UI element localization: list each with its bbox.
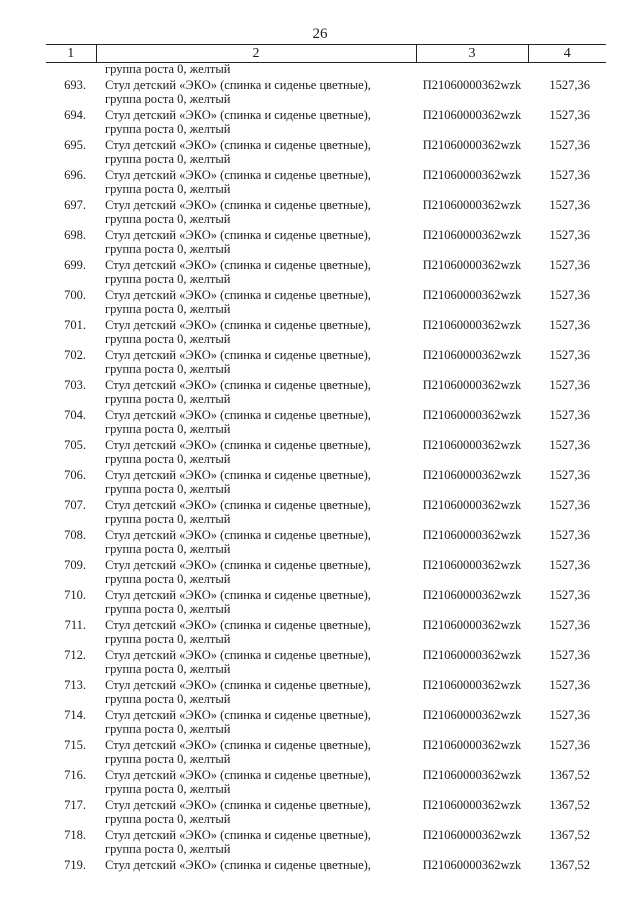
table-row	[46, 466, 606, 496]
row-number: 701.	[64, 318, 86, 332]
row-name-line1: Стул детский «ЭКО» (спинка и сиденье цветные),	[105, 78, 371, 92]
row-price: 1527,36	[549, 438, 590, 452]
row-code: П21060000362wzk	[422, 498, 522, 512]
row-name	[96, 196, 416, 226]
row-name-line1: Стул детский «ЭКО» (спинка и сиденье цветные),	[105, 498, 371, 512]
table-row	[46, 226, 606, 256]
row-name-line1: Стул детский «ЭКО» (спинка и сиденье цветные),	[105, 618, 371, 632]
row-code: П21060000362wzk	[422, 768, 522, 782]
row-number: 718.	[64, 828, 86, 842]
row-name-line1: Стул детский «ЭКО» (спинка и сиденье цветные),	[105, 558, 371, 572]
row-name	[96, 286, 416, 316]
row-number: 708.	[64, 528, 86, 542]
row-name-line1: Стул детский «ЭКО» (спинка и сиденье цветные),	[105, 168, 371, 182]
table-row	[46, 616, 606, 646]
row-number: 695.	[64, 138, 86, 152]
row-code: П21060000362wzk	[422, 438, 522, 452]
row-name	[96, 856, 416, 875]
row-name-line1: Стул детский «ЭКО» (спинка и сиденье цветные),	[105, 348, 371, 362]
table-row	[46, 496, 606, 526]
row-number: 697.	[64, 198, 86, 212]
row-code: П21060000362wzk	[422, 78, 522, 92]
row-name-line1: Стул детский «ЭКО» (спинка и сиденье цветные),	[105, 288, 371, 302]
row-number: 693.	[64, 78, 86, 92]
row-name-line2: группа роста 0, желтый	[105, 572, 231, 586]
row-name	[96, 766, 416, 796]
table-row	[46, 316, 606, 346]
row-code: П21060000362wzk	[422, 558, 522, 572]
row-code: П21060000362wzk	[422, 318, 522, 332]
row-name-line2: группа роста 0, желтый	[105, 152, 231, 166]
row-code: П21060000362wzk	[422, 378, 522, 392]
table-row	[46, 586, 606, 616]
row-price: 1527,36	[549, 588, 590, 602]
row-code: П21060000362wzk	[422, 828, 522, 842]
row-name-line1: Стул детский «ЭКО» (спинка и сиденье цветные),	[105, 768, 371, 782]
table-row	[46, 526, 606, 556]
row-name	[96, 706, 416, 736]
row-name-line2: группа роста 0, желтый	[105, 392, 231, 406]
row-name	[96, 376, 416, 406]
row-name	[96, 586, 416, 616]
row-name	[96, 346, 416, 376]
row-code: П21060000362wzk	[422, 858, 522, 872]
row-name	[96, 256, 416, 286]
row-number: 717.	[64, 798, 86, 812]
row-name-line1: Стул детский «ЭКО» (спинка и сиденье цветные),	[105, 108, 371, 122]
row-code: П21060000362wzk	[422, 198, 522, 212]
row-name-line1: Стул детский «ЭКО» (спинка и сиденье цветные),	[105, 858, 371, 872]
row-name-line2: группа роста 0, желтый	[105, 182, 231, 196]
row-number: 715.	[64, 738, 86, 752]
table-row	[46, 196, 606, 226]
row-name	[96, 466, 416, 496]
table-row	[46, 76, 606, 106]
column-header-2: 2	[96, 45, 416, 63]
row-number: 694.	[64, 108, 86, 122]
row-name	[96, 406, 416, 436]
row-name-line2: группа роста 0, желтый	[105, 632, 231, 646]
row-name-line1: Стул детский «ЭКО» (спинка и сиденье цветные),	[105, 468, 371, 482]
row-code: П21060000362wzk	[422, 348, 522, 362]
row-name-line2: группа роста 0, желтый	[105, 122, 231, 136]
table-row	[46, 556, 606, 586]
row-price: 1527,36	[549, 168, 590, 182]
row-price: 1527,36	[549, 198, 590, 212]
row-name-line2: группа роста 0, желтый	[105, 362, 231, 376]
row-price: 1527,36	[549, 408, 590, 422]
row-price: 1367,52	[549, 768, 590, 782]
row-number: 713.	[64, 678, 86, 692]
row-price: 1527,36	[549, 708, 590, 722]
row-name-line1: Стул детский «ЭКО» (спинка и сиденье цветные),	[105, 228, 371, 242]
items-table	[46, 44, 606, 875]
row-name-line1: Стул детский «ЭКО» (спинка и сиденье цветные),	[105, 408, 371, 422]
row-number: 710.	[64, 588, 86, 602]
row-code: П21060000362wzk	[422, 618, 522, 632]
row-name-line1: Стул детский «ЭКО» (спинка и сиденье цветные),	[105, 438, 371, 452]
column-header-1: 1	[46, 45, 96, 63]
row-number: 707.	[64, 498, 86, 512]
row-name	[96, 676, 416, 706]
row-name-line2: группа роста 0, желтый	[105, 212, 231, 226]
row-price: 1527,36	[549, 678, 590, 692]
row-name	[96, 166, 416, 196]
row-number: 704.	[64, 408, 86, 422]
row-number: 711.	[64, 618, 86, 632]
row-number: 700.	[64, 288, 86, 302]
row-code: П21060000362wzk	[422, 528, 522, 542]
table-row	[46, 106, 606, 136]
row-code: П21060000362wzk	[422, 408, 522, 422]
row-name-line2: группа роста 0, желтый	[105, 272, 231, 286]
row-number: 702.	[64, 348, 86, 362]
table-row	[46, 766, 606, 796]
table-row	[46, 376, 606, 406]
row-name-line1: Стул детский «ЭКО» (спинка и сиденье цветные),	[105, 828, 371, 842]
row-name-line2: группа роста 0, желтый	[105, 692, 231, 706]
row-name-line2: группа роста 0, желтый	[105, 782, 231, 796]
row-name-line2: группа роста 0, желтый	[105, 542, 231, 556]
row-name-line2: группа роста 0, желтый	[105, 242, 231, 256]
continuation-row	[46, 63, 606, 77]
row-number: 699.	[64, 258, 86, 272]
row-number: 696.	[64, 168, 86, 182]
row-name	[96, 736, 416, 766]
row-number: 714.	[64, 708, 86, 722]
row-name-line2: группа роста 0, желтый	[105, 332, 231, 346]
row-code: П21060000362wzk	[422, 648, 522, 662]
row-price: 1527,36	[549, 318, 590, 332]
row-name	[96, 226, 416, 256]
row-name	[96, 436, 416, 466]
row-price: 1367,52	[549, 858, 590, 872]
table-row	[46, 256, 606, 286]
row-price: 1527,36	[549, 258, 590, 272]
row-price: 1527,36	[549, 348, 590, 362]
row-name	[96, 796, 416, 826]
table-row	[46, 406, 606, 436]
row-price: 1527,36	[549, 528, 590, 542]
row-number: 706.	[64, 468, 86, 482]
table-row	[46, 286, 606, 316]
row-name-line1: Стул детский «ЭКО» (спинка и сиденье цветные),	[105, 138, 371, 152]
row-name	[96, 556, 416, 586]
row-price: 1527,36	[549, 138, 590, 152]
row-code: П21060000362wzk	[422, 288, 522, 302]
row-code: П21060000362wzk	[422, 258, 522, 272]
row-price: 1527,36	[549, 378, 590, 392]
row-price: 1527,36	[549, 468, 590, 482]
row-name	[96, 826, 416, 856]
row-price: 1527,36	[549, 498, 590, 512]
row-code: П21060000362wzk	[422, 228, 522, 242]
table-row	[46, 346, 606, 376]
row-name-line2: группа роста 0, желтый	[105, 512, 231, 526]
row-code: П21060000362wzk	[422, 798, 522, 812]
row-price: 1527,36	[549, 738, 590, 752]
row-code: П21060000362wzk	[422, 678, 522, 692]
row-price: 1527,36	[549, 78, 590, 92]
row-code: П21060000362wzk	[422, 708, 522, 722]
row-number: 703.	[64, 378, 86, 392]
row-code: П21060000362wzk	[422, 588, 522, 602]
row-name-line1: Стул детский «ЭКО» (спинка и сиденье цветные),	[105, 738, 371, 752]
table-row	[46, 796, 606, 826]
row-name-line1: Стул детский «ЭКО» (спинка и сиденье цветные),	[105, 318, 371, 332]
row-price: 1527,36	[549, 228, 590, 242]
table-row	[46, 166, 606, 196]
row-code: П21060000362wzk	[422, 108, 522, 122]
row-number: 709.	[64, 558, 86, 572]
row-name-line1: Стул детский «ЭКО» (спинка и сиденье цветные),	[105, 258, 371, 272]
row-name-line2: группа роста 0, желтый	[105, 602, 231, 616]
row-name-line2: группа роста 0, желтый	[105, 482, 231, 496]
row-name-line1: Стул детский «ЭКО» (спинка и сиденье цветные),	[105, 648, 371, 662]
table-row	[46, 136, 606, 166]
row-name	[96, 76, 416, 106]
row-name-line1: Стул детский «ЭКО» (спинка и сиденье цветные),	[105, 528, 371, 542]
row-code: П21060000362wzk	[422, 738, 522, 752]
row-name	[96, 316, 416, 346]
row-name-line1: Стул детский «ЭКО» (спинка и сиденье цветные),	[105, 678, 371, 692]
table-body	[46, 63, 606, 876]
row-name-line2: группа роста 0, желтый	[105, 662, 231, 676]
row-name-line2: группа роста 0, желтый	[105, 842, 231, 856]
row-code: П21060000362wzk	[422, 468, 522, 482]
row-price: 1527,36	[549, 288, 590, 302]
row-name-line2: группа роста 0, желтый	[105, 422, 231, 436]
row-name	[96, 646, 416, 676]
row-code: П21060000362wzk	[422, 168, 522, 182]
row-price: 1367,52	[549, 828, 590, 842]
row-number: 712.	[64, 648, 86, 662]
column-header-3: 3	[416, 45, 528, 63]
row-name-line2: группа роста 0, желтый	[105, 92, 231, 106]
row-code: П21060000362wzk	[422, 138, 522, 152]
row-price: 1527,36	[549, 108, 590, 122]
table-row	[46, 436, 606, 466]
row-name-line1: Стул детский «ЭКО» (спинка и сиденье цветные),	[105, 588, 371, 602]
table-row	[46, 736, 606, 766]
table-row	[46, 706, 606, 736]
table-row	[46, 826, 606, 856]
row-name-line2: группа роста 0, желтый	[105, 812, 231, 826]
row-name-line1: Стул детский «ЭКО» (спинка и сиденье цветные),	[105, 798, 371, 812]
row-price: 1527,36	[549, 648, 590, 662]
row-number: 698.	[64, 228, 86, 242]
row-name	[96, 496, 416, 526]
row-name-line1: Стул детский «ЭКО» (спинка и сиденье цветные),	[105, 198, 371, 212]
row-price: 1527,36	[549, 618, 590, 632]
table-row	[46, 646, 606, 676]
column-header-4: 4	[528, 45, 606, 63]
row-price: 1367,52	[549, 798, 590, 812]
row-name-line2: группа роста 0, желтый	[105, 302, 231, 316]
table-row	[46, 676, 606, 706]
row-number: 716.	[64, 768, 86, 782]
row-number: 719.	[64, 858, 86, 872]
page-number: 26	[312, 26, 328, 42]
table-row	[46, 856, 606, 875]
row-price: 1527,36	[549, 558, 590, 572]
row-name-line2: группа роста 0, желтый	[105, 452, 231, 466]
row-name	[96, 106, 416, 136]
header-row	[46, 45, 606, 63]
row-name-line1: Стул детский «ЭКО» (спинка и сиденье цветные),	[105, 708, 371, 722]
row-name	[96, 136, 416, 166]
continuation-text: группа роста 0, желтый	[105, 62, 231, 76]
row-name-line2: группа роста 0, желтый	[105, 722, 231, 736]
row-name	[96, 616, 416, 646]
row-name	[96, 526, 416, 556]
row-name-line2: группа роста 0, желтый	[105, 752, 231, 766]
row-name-line1: Стул детский «ЭКО» (спинка и сиденье цветные),	[105, 378, 371, 392]
row-number: 705.	[64, 438, 86, 452]
